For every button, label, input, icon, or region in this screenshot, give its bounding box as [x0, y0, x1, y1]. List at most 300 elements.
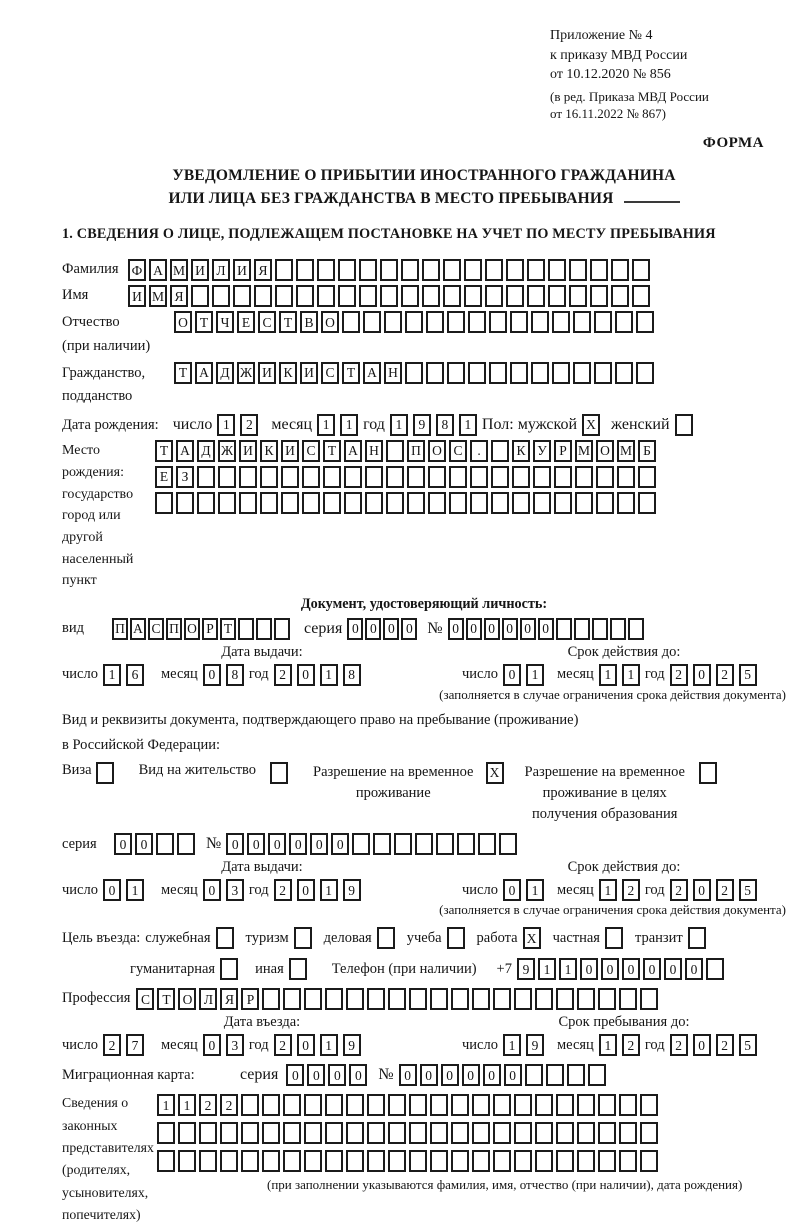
char-cell[interactable]: К [512, 440, 530, 462]
char-cell[interactable] [380, 259, 398, 281]
char-cell[interactable] [468, 362, 486, 384]
char-cell[interactable]: 6 [126, 664, 144, 686]
char-cell[interactable]: 0 [401, 618, 417, 640]
char-cell[interactable]: 1 [559, 958, 577, 980]
char-cell[interactable] [598, 1150, 616, 1172]
char-cell[interactable] [512, 466, 530, 488]
char-cell[interactable]: 5 [739, 879, 757, 901]
char-cell[interactable] [573, 362, 591, 384]
char-cell[interactable] [352, 833, 370, 855]
char-cell[interactable]: Е [155, 466, 173, 488]
char-cell[interactable]: 0 [693, 664, 711, 686]
char-cell[interactable] [220, 1122, 238, 1144]
char-cell[interactable] [239, 466, 257, 488]
char-cell[interactable]: С [302, 440, 320, 462]
char-cell[interactable] [241, 1094, 259, 1116]
char-cell[interactable] [527, 259, 545, 281]
char-cell[interactable]: Т [155, 440, 173, 462]
char-cell[interactable]: 9 [343, 879, 361, 901]
char-cell[interactable] [283, 1122, 301, 1144]
char-cell[interactable]: Р [241, 988, 259, 1010]
char-cell[interactable]: 0 [310, 833, 328, 855]
char-cell[interactable] [155, 492, 173, 514]
char-cell[interactable] [346, 1122, 364, 1144]
char-cell[interactable]: 1 [526, 664, 544, 686]
char-cell[interactable]: 1 [103, 664, 121, 686]
char-cell[interactable] [281, 492, 299, 514]
char-cell[interactable] [346, 988, 364, 1010]
char-cell[interactable]: 0 [462, 1064, 480, 1086]
char-cell[interactable] [531, 311, 549, 333]
char-cell[interactable] [426, 311, 444, 333]
char-cell[interactable]: И [128, 285, 146, 307]
char-cell[interactable] [510, 311, 528, 333]
char-cell[interactable]: 2 [670, 1034, 688, 1056]
char-cell[interactable] [619, 988, 637, 1010]
char-cell[interactable] [359, 259, 377, 281]
char-cell[interactable]: 0 [601, 958, 619, 980]
char-cell[interactable] [239, 492, 257, 514]
char-cell[interactable]: М [149, 285, 167, 307]
char-cell[interactable] [619, 1122, 637, 1144]
char-cell[interactable] [405, 362, 423, 384]
char-cell[interactable] [363, 311, 381, 333]
char-cell[interactable]: 8 [343, 664, 361, 686]
char-cell[interactable]: Т [342, 362, 360, 384]
char-cell[interactable] [514, 1150, 532, 1172]
char-cell[interactable] [407, 466, 425, 488]
char-cell[interactable]: Т [323, 440, 341, 462]
char-cell[interactable] [262, 1150, 280, 1172]
char-cell[interactable]: Т [157, 988, 175, 1010]
char-cell[interactable] [317, 259, 335, 281]
char-cell[interactable] [388, 1150, 406, 1172]
char-cell[interactable]: Р [554, 440, 572, 462]
char-cell[interactable] [675, 414, 693, 436]
char-cell[interactable]: О [321, 311, 339, 333]
char-cell[interactable] [577, 988, 595, 1010]
char-cell[interactable]: П [407, 440, 425, 462]
char-cell[interactable] [338, 259, 356, 281]
char-cell[interactable]: 0 [448, 618, 464, 640]
char-cell[interactable]: 0 [580, 958, 598, 980]
char-cell[interactable]: 1 [599, 879, 617, 901]
char-cell[interactable]: 1 [320, 664, 338, 686]
char-cell[interactable] [430, 988, 448, 1010]
char-cell[interactable] [512, 492, 530, 514]
char-cell[interactable] [156, 833, 174, 855]
char-cell[interactable]: 0 [226, 833, 244, 855]
char-cell[interactable] [409, 1122, 427, 1144]
char-cell[interactable]: 2 [274, 879, 292, 901]
char-cell[interactable] [220, 1150, 238, 1172]
char-cell[interactable]: 1 [317, 414, 335, 436]
char-cell[interactable]: 1 [390, 414, 408, 436]
char-cell[interactable] [430, 1122, 448, 1144]
char-cell[interactable]: 0 [643, 958, 661, 980]
char-cell[interactable]: 2 [670, 664, 688, 686]
char-cell[interactable]: 0 [483, 1064, 501, 1086]
char-cell[interactable] [535, 1150, 553, 1172]
char-cell[interactable] [178, 1122, 196, 1144]
char-cell[interactable]: 3 [226, 1034, 244, 1056]
char-cell[interactable] [428, 492, 446, 514]
char-cell[interactable]: 1 [503, 1034, 521, 1056]
char-cell[interactable] [489, 362, 507, 384]
char-cell[interactable]: 0 [247, 833, 265, 855]
char-cell[interactable]: 0 [484, 618, 500, 640]
char-cell[interactable] [422, 259, 440, 281]
char-cell[interactable]: 0 [135, 833, 153, 855]
char-cell[interactable]: К [279, 362, 297, 384]
char-cell[interactable] [260, 466, 278, 488]
char-cell[interactable]: 0 [441, 1064, 459, 1086]
char-cell[interactable]: И [233, 259, 251, 281]
char-cell[interactable]: 2 [716, 879, 734, 901]
char-cell[interactable] [588, 1064, 606, 1086]
char-cell[interactable]: 0 [383, 618, 399, 640]
char-cell[interactable]: Я [254, 259, 272, 281]
char-cell[interactable] [323, 466, 341, 488]
char-cell[interactable] [598, 988, 616, 1010]
char-cell[interactable] [596, 492, 614, 514]
char-cell[interactable] [157, 1122, 175, 1144]
char-cell[interactable]: 2 [274, 664, 292, 686]
char-cell[interactable] [464, 259, 482, 281]
char-cell[interactable] [499, 833, 517, 855]
char-cell[interactable]: О [428, 440, 446, 462]
char-cell[interactable] [573, 311, 591, 333]
char-cell[interactable] [567, 1064, 585, 1086]
char-cell[interactable] [598, 1094, 616, 1116]
char-cell[interactable]: М [170, 259, 188, 281]
char-cell[interactable] [605, 927, 623, 949]
char-cell[interactable] [548, 259, 566, 281]
char-cell[interactable] [636, 311, 654, 333]
char-cell[interactable] [283, 988, 301, 1010]
char-cell[interactable]: С [321, 362, 339, 384]
char-cell[interactable] [611, 285, 629, 307]
char-cell[interactable] [556, 1122, 574, 1144]
char-cell[interactable] [493, 1122, 511, 1144]
char-cell[interactable]: Р [202, 618, 218, 640]
char-cell[interactable] [401, 285, 419, 307]
char-cell[interactable]: 0 [664, 958, 682, 980]
char-cell[interactable]: Ж [237, 362, 255, 384]
char-cell[interactable]: Д [197, 440, 215, 462]
char-cell[interactable] [430, 1094, 448, 1116]
char-cell[interactable] [485, 285, 503, 307]
char-cell[interactable] [96, 762, 114, 784]
char-cell[interactable]: 0 [504, 1064, 522, 1086]
char-cell[interactable] [216, 927, 234, 949]
char-cell[interactable] [575, 492, 593, 514]
char-cell[interactable]: 2 [716, 664, 734, 686]
char-cell[interactable] [493, 988, 511, 1010]
char-cell[interactable]: 0 [114, 833, 132, 855]
char-cell[interactable] [478, 833, 496, 855]
char-cell[interactable] [388, 988, 406, 1010]
char-cell[interactable]: 0 [297, 1034, 315, 1056]
char-cell[interactable] [699, 762, 717, 784]
char-cell[interactable] [514, 988, 532, 1010]
char-cell[interactable] [325, 1122, 343, 1144]
char-cell[interactable] [706, 958, 724, 980]
char-cell[interactable] [569, 259, 587, 281]
char-cell[interactable]: Ч [216, 311, 234, 333]
char-cell[interactable]: 1 [622, 664, 640, 686]
char-cell[interactable] [294, 927, 312, 949]
char-cell[interactable]: Ж [218, 440, 236, 462]
char-cell[interactable] [401, 259, 419, 281]
char-cell[interactable] [554, 492, 572, 514]
char-cell[interactable] [394, 833, 412, 855]
char-cell[interactable] [367, 1122, 385, 1144]
char-cell[interactable] [554, 466, 572, 488]
char-cell[interactable] [344, 466, 362, 488]
char-cell[interactable] [262, 1122, 280, 1144]
char-cell[interactable] [377, 927, 395, 949]
char-cell[interactable]: 2 [622, 879, 640, 901]
char-cell[interactable] [533, 492, 551, 514]
char-cell[interactable] [197, 492, 215, 514]
char-cell[interactable]: С [148, 618, 164, 640]
char-cell[interactable] [640, 1122, 658, 1144]
char-cell[interactable]: 0 [297, 879, 315, 901]
char-cell[interactable]: 0 [289, 833, 307, 855]
char-cell[interactable] [443, 259, 461, 281]
char-cell[interactable]: Ф [128, 259, 146, 281]
char-cell[interactable]: О [596, 440, 614, 462]
char-cell[interactable] [598, 1122, 616, 1144]
char-cell[interactable]: А [130, 618, 146, 640]
char-cell[interactable]: Н [365, 440, 383, 462]
char-cell[interactable]: И [191, 259, 209, 281]
char-cell[interactable] [577, 1150, 595, 1172]
char-cell[interactable] [367, 1150, 385, 1172]
char-cell[interactable]: 2 [622, 1034, 640, 1056]
char-cell[interactable]: 0 [286, 1064, 304, 1086]
char-cell[interactable]: 1 [157, 1094, 175, 1116]
char-cell[interactable] [640, 988, 658, 1010]
char-cell[interactable] [640, 1150, 658, 1172]
char-cell[interactable]: А [344, 440, 362, 462]
char-cell[interactable]: 2 [199, 1094, 217, 1116]
char-cell[interactable] [199, 1150, 217, 1172]
char-cell[interactable] [590, 285, 608, 307]
char-cell[interactable] [388, 1122, 406, 1144]
char-cell[interactable] [323, 492, 341, 514]
char-cell[interactable]: И [281, 440, 299, 462]
char-cell[interactable]: 1 [320, 879, 338, 901]
char-cell[interactable] [447, 362, 465, 384]
char-cell[interactable] [220, 958, 238, 980]
char-cell[interactable] [191, 285, 209, 307]
char-cell[interactable]: 1 [599, 1034, 617, 1056]
char-cell[interactable] [238, 618, 254, 640]
char-cell[interactable] [256, 618, 272, 640]
char-cell[interactable]: 8 [436, 414, 454, 436]
char-cell[interactable]: Т [174, 362, 192, 384]
char-cell[interactable] [552, 311, 570, 333]
char-cell[interactable] [426, 362, 444, 384]
char-cell[interactable]: М [575, 440, 593, 462]
char-cell[interactable] [212, 285, 230, 307]
char-cell[interactable] [556, 1150, 574, 1172]
char-cell[interactable] [449, 492, 467, 514]
char-cell[interactable] [617, 466, 635, 488]
char-cell[interactable]: С [136, 988, 154, 1010]
char-cell[interactable]: К [260, 440, 278, 462]
char-cell[interactable] [451, 1122, 469, 1144]
char-cell[interactable] [472, 1122, 490, 1144]
char-cell[interactable] [157, 1150, 175, 1172]
char-cell[interactable]: З [176, 466, 194, 488]
char-cell[interactable] [296, 259, 314, 281]
char-cell[interactable] [367, 1094, 385, 1116]
char-cell[interactable]: 8 [226, 664, 244, 686]
char-cell[interactable] [527, 285, 545, 307]
char-cell[interactable]: У [533, 440, 551, 462]
char-cell[interactable]: 1 [126, 879, 144, 901]
char-cell[interactable] [457, 833, 475, 855]
char-cell[interactable]: 0 [538, 618, 554, 640]
char-cell[interactable]: 1 [459, 414, 477, 436]
char-cell[interactable] [325, 1150, 343, 1172]
char-cell[interactable] [304, 988, 322, 1010]
char-cell[interactable] [325, 1094, 343, 1116]
char-cell[interactable] [254, 285, 272, 307]
char-cell[interactable] [464, 285, 482, 307]
char-cell[interactable] [373, 833, 391, 855]
char-cell[interactable]: 0 [328, 1064, 346, 1086]
char-cell[interactable] [548, 285, 566, 307]
char-cell[interactable]: И [239, 440, 257, 462]
char-cell[interactable] [304, 1150, 322, 1172]
char-cell[interactable] [491, 440, 509, 462]
char-cell[interactable]: Я [220, 988, 238, 1010]
char-cell[interactable]: А [363, 362, 381, 384]
char-cell[interactable]: 1 [538, 958, 556, 980]
char-cell[interactable] [304, 1094, 322, 1116]
char-cell[interactable] [270, 762, 288, 784]
char-cell[interactable] [365, 466, 383, 488]
char-cell[interactable]: А [176, 440, 194, 462]
char-cell[interactable] [615, 362, 633, 384]
char-cell[interactable]: 2 [670, 879, 688, 901]
char-cell[interactable]: 0 [331, 833, 349, 855]
char-cell[interactable]: 0 [203, 879, 221, 901]
char-cell[interactable]: Б [638, 440, 656, 462]
char-cell[interactable] [470, 492, 488, 514]
char-cell[interactable]: 9 [413, 414, 431, 436]
char-cell[interactable]: 0 [103, 879, 121, 901]
char-cell[interactable]: 1 [178, 1094, 196, 1116]
char-cell[interactable]: О [178, 988, 196, 1010]
char-cell[interactable]: . [470, 440, 488, 462]
char-cell[interactable] [575, 466, 593, 488]
char-cell[interactable]: Т [220, 618, 236, 640]
char-cell[interactable]: 0 [203, 1034, 221, 1056]
char-cell[interactable]: Я [170, 285, 188, 307]
char-cell[interactable]: 2 [274, 1034, 292, 1056]
char-cell[interactable]: Т [279, 311, 297, 333]
char-cell[interactable]: С [449, 440, 467, 462]
char-cell[interactable] [514, 1094, 532, 1116]
char-cell[interactable]: 0 [268, 833, 286, 855]
char-cell[interactable] [574, 618, 590, 640]
char-cell[interactable]: 2 [716, 1034, 734, 1056]
char-cell[interactable] [275, 259, 293, 281]
char-cell[interactable]: 0 [693, 1034, 711, 1056]
char-cell[interactable] [283, 1150, 301, 1172]
char-cell[interactable] [619, 1150, 637, 1172]
char-cell[interactable] [367, 988, 385, 1010]
char-cell[interactable] [636, 362, 654, 384]
char-cell[interactable]: 2 [240, 414, 258, 436]
char-cell[interactable]: 0 [520, 618, 536, 640]
char-cell[interactable] [506, 259, 524, 281]
char-cell[interactable] [632, 285, 650, 307]
char-cell[interactable] [535, 1122, 553, 1144]
char-cell[interactable]: 1 [599, 664, 617, 686]
char-cell[interactable]: 0 [203, 664, 221, 686]
char-cell[interactable] [359, 285, 377, 307]
char-cell[interactable] [380, 285, 398, 307]
char-cell[interactable] [409, 1094, 427, 1116]
char-cell[interactable] [386, 440, 404, 462]
char-cell[interactable] [472, 988, 490, 1010]
char-cell[interactable] [638, 492, 656, 514]
char-cell[interactable]: 0 [685, 958, 703, 980]
char-cell[interactable]: 7 [126, 1034, 144, 1056]
char-cell[interactable] [365, 492, 383, 514]
char-cell[interactable] [233, 285, 251, 307]
char-cell[interactable] [491, 492, 509, 514]
char-cell[interactable] [472, 1150, 490, 1172]
char-cell[interactable] [638, 466, 656, 488]
char-cell[interactable] [592, 618, 608, 640]
char-cell[interactable] [415, 833, 433, 855]
char-cell[interactable] [493, 1150, 511, 1172]
char-cell[interactable]: М [617, 440, 635, 462]
char-cell[interactable]: 0 [307, 1064, 325, 1086]
char-cell[interactable]: С [258, 311, 276, 333]
char-cell[interactable] [262, 988, 280, 1010]
char-cell[interactable] [535, 988, 553, 1010]
char-cell[interactable]: 0 [349, 1064, 367, 1086]
char-cell[interactable]: 9 [526, 1034, 544, 1056]
char-cell[interactable] [405, 311, 423, 333]
char-cell[interactable]: 0 [420, 1064, 438, 1086]
char-cell[interactable] [304, 1122, 322, 1144]
char-cell[interactable] [449, 466, 467, 488]
char-cell[interactable]: 0 [466, 618, 482, 640]
char-cell[interactable] [447, 311, 465, 333]
char-cell[interactable] [594, 311, 612, 333]
char-cell[interactable] [577, 1122, 595, 1144]
char-cell[interactable]: 1 [320, 1034, 338, 1056]
char-cell[interactable] [615, 311, 633, 333]
char-cell[interactable] [218, 492, 236, 514]
char-cell[interactable]: 0 [297, 664, 315, 686]
char-cell[interactable] [610, 618, 626, 640]
char-cell[interactable] [485, 259, 503, 281]
char-cell[interactable] [241, 1150, 259, 1172]
char-cell[interactable] [281, 466, 299, 488]
char-cell[interactable] [260, 492, 278, 514]
char-cell[interactable]: 9 [517, 958, 535, 980]
